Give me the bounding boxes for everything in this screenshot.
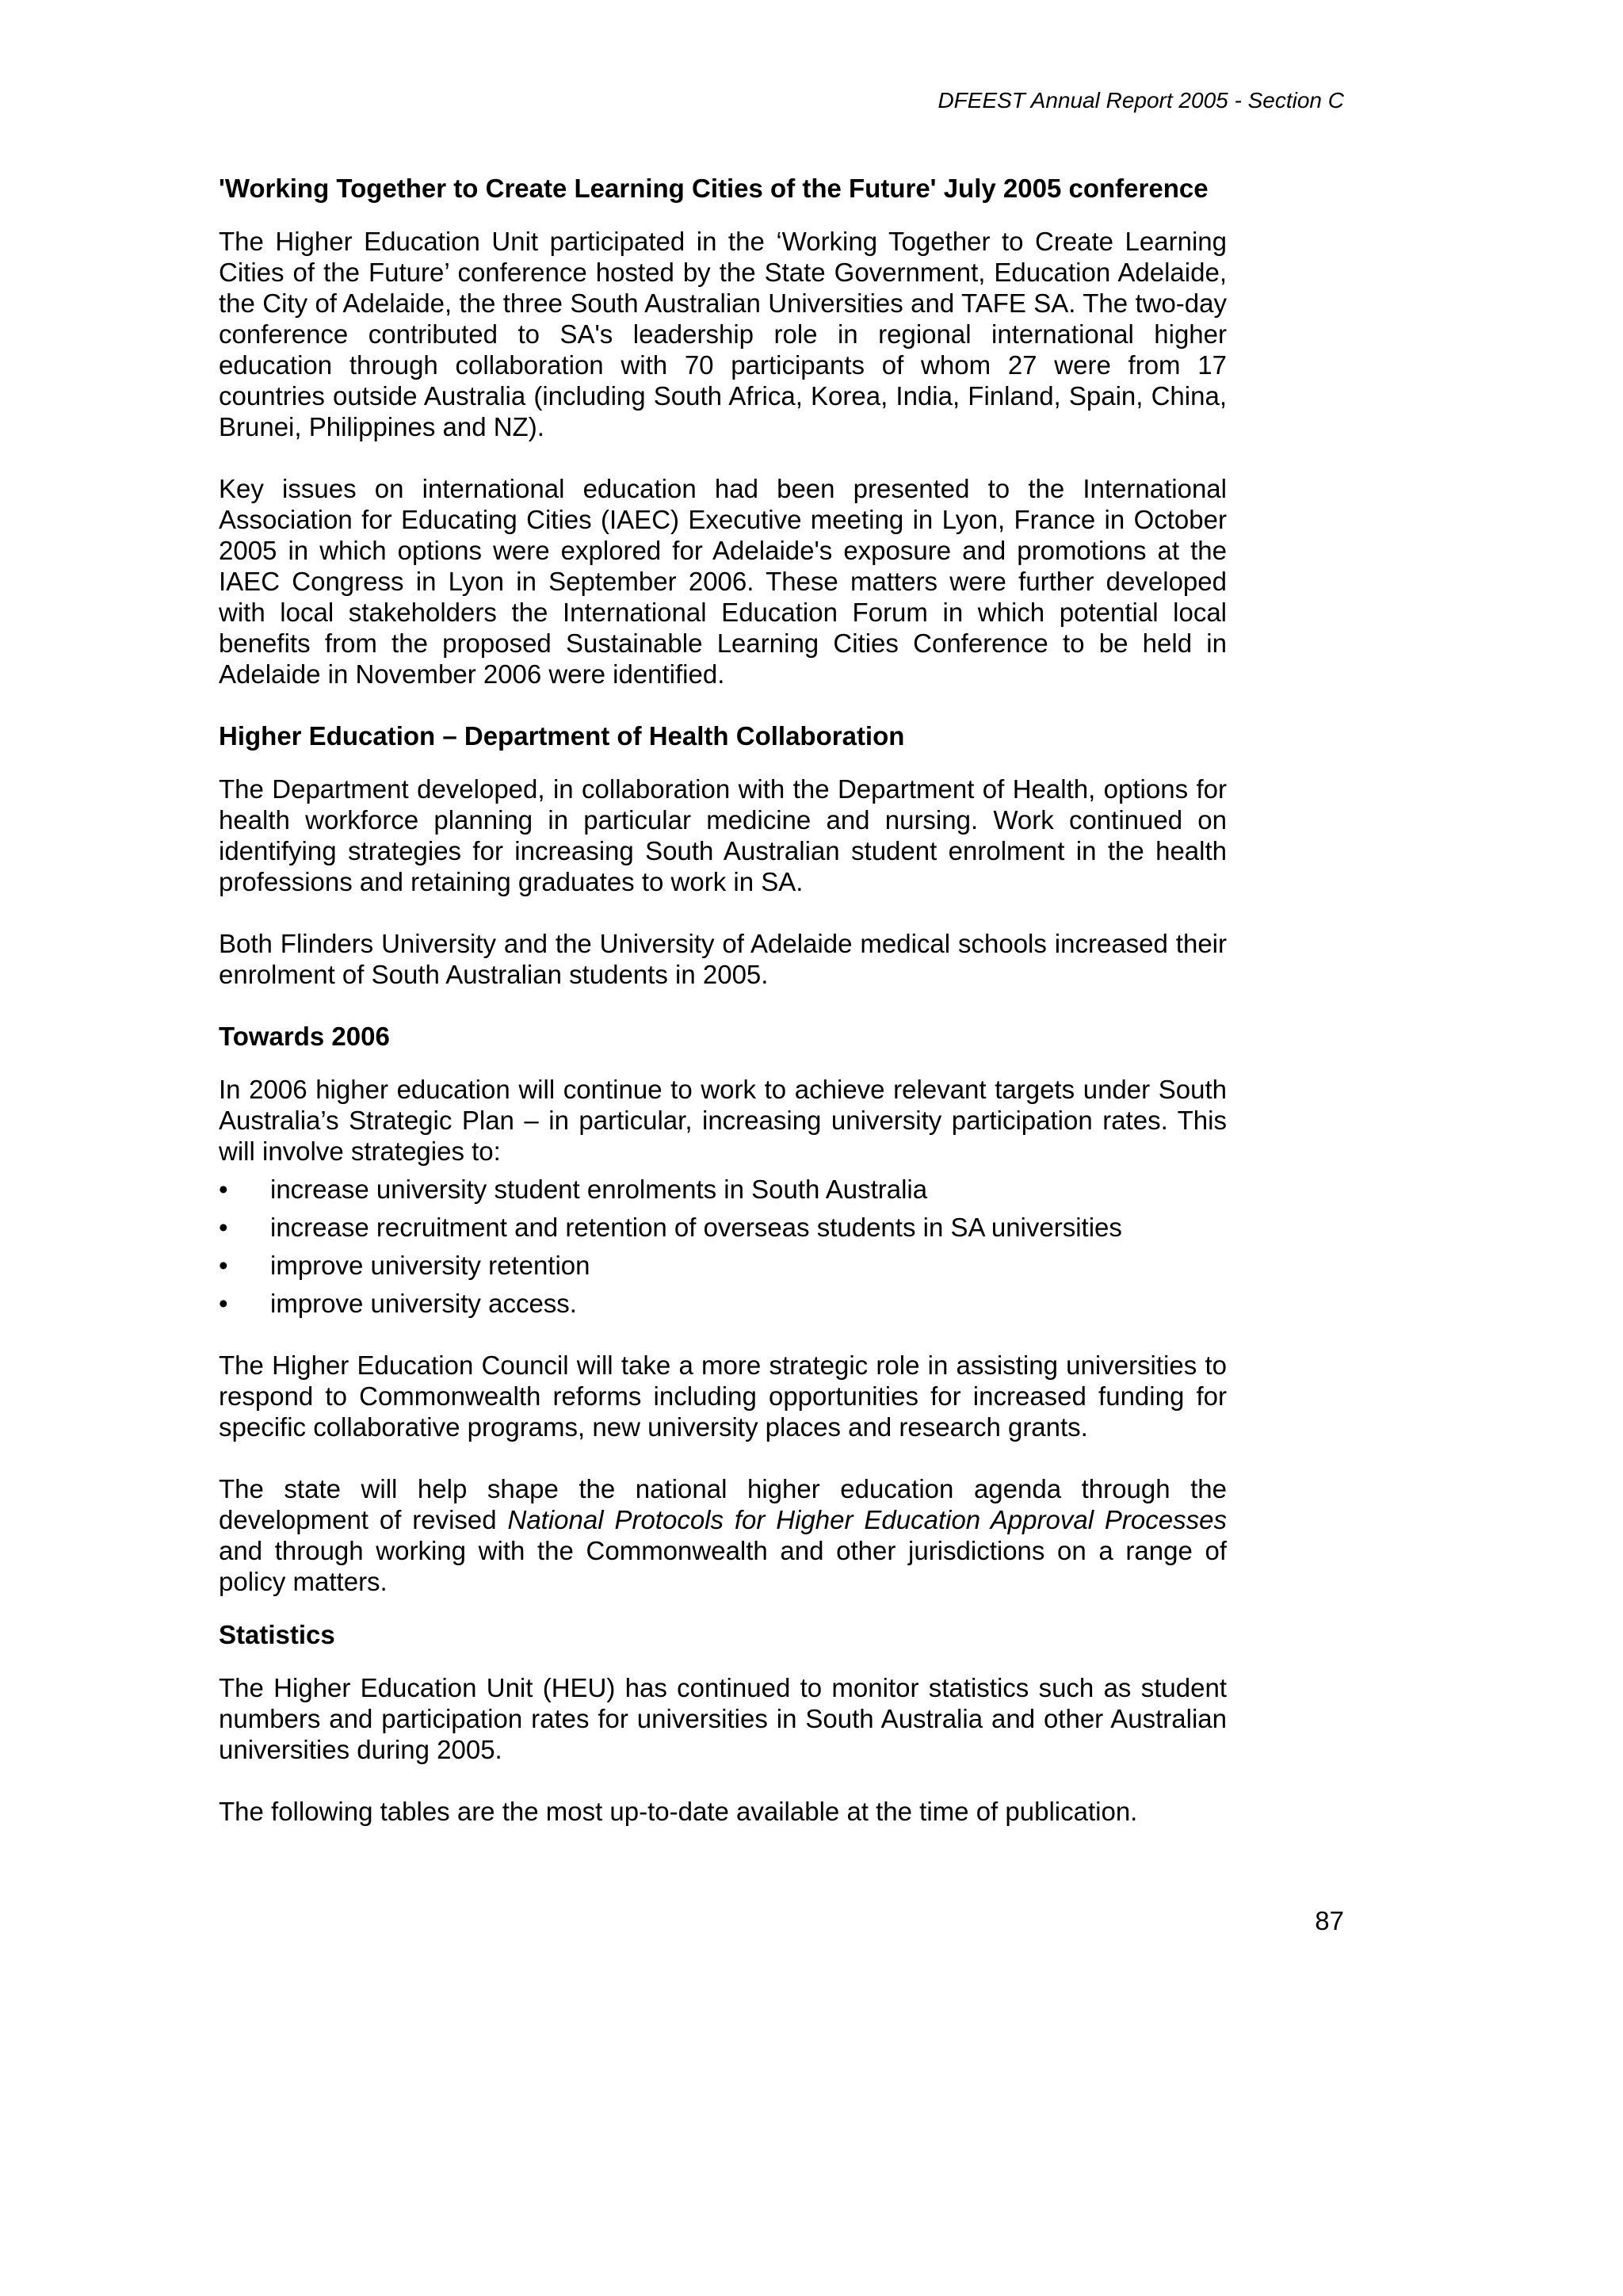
list-item-text: improve university retention bbox=[270, 1251, 590, 1280]
list-item bbox=[219, 1250, 1227, 1281]
section-heading-health-collaboration: Higher Education – Department of Health Collaboration bbox=[219, 721, 905, 751]
paragraph-tables-note: The following tables are the most up-to-date available at the time of publication. bbox=[219, 1797, 1138, 1826]
running-header: DFEEST Annual Report 2005 - Section C bbox=[938, 88, 1344, 113]
section-heading-towards-2006: Towards 2006 bbox=[219, 1022, 390, 1051]
paragraph-health-workforce: The Department developed, in collaboration with the Department of Health, options for health workforce planning in particular medicine and nursing. Work continued on identifying strategies for increasing South Australian student enrolment in the health professions and retaining graduates to work in SA. bbox=[219, 774, 1227, 896]
bullet-icon: • bbox=[219, 1251, 228, 1280]
paragraph-statistics-monitoring: The Higher Education Unit (HEU) has continued to monitor statistics such as student numbers and participation rates for universities in South Australia and other Australian universities during 2005. bbox=[219, 1673, 1227, 1764]
publication-title: National Protocols for Higher Education Approval Processes bbox=[507, 1505, 1227, 1534]
section-heading-statistics: Statistics bbox=[219, 1620, 335, 1649]
paragraph-higher-education-council: The Higher Education Council will take a more strategic role in assisting universities to respond to Commonwealth reforms including opportunities for increased funding for specific collaborative programs, new university places and research grants. bbox=[219, 1350, 1227, 1442]
document-body bbox=[219, 173, 1227, 1827]
strategy-list bbox=[219, 1174, 1227, 1319]
paragraph-conference: The Higher Education Unit participated in the ‘Working Together to Create Learning Cities of the Future’ conference hosted by the State Government, Education Adelaide, the City of Adelaide, the three South Australian Universities and TAFE SA. The two-day conference contributed to SA's leadership role in regional international higher education through collaboration with 70 participants of whom 27 were from 17 countries outside Australia (including South Africa, Korea, India, Finland, Spain, China, Brunei, Philippines and NZ). bbox=[219, 227, 1227, 441]
paragraph-strategic-plan: In 2006 higher education will continue to work to achieve relevant targets under South Australia’s Strategic Plan – in particular, increasing university participation rates. This will involve strategies to: bbox=[219, 1075, 1227, 1166]
section-heading-learning-cities: 'Working Together to Create Learning Cities of the Future' July 2005 conference bbox=[219, 174, 1209, 203]
paragraph-medical-schools: Both Flinders University and the University of Adelaide medical schools increased their enrolment of South Australian students in 2005. bbox=[219, 929, 1227, 989]
list-item bbox=[219, 1288, 1227, 1319]
list-item-text: increase university student enrolments in South Australia bbox=[270, 1175, 928, 1204]
list-item-text: improve university access. bbox=[270, 1289, 577, 1318]
bullet-icon: • bbox=[219, 1289, 228, 1318]
bullet-icon: • bbox=[219, 1175, 228, 1204]
list-item bbox=[219, 1212, 1227, 1243]
paragraph-iaec: Key issues on international education had been presented to the International Association for Educating Cities (IAEC) Executive meeting in Lyon, France in October 2005 in which options were explored for Adelaide's exposure and promotions at the IAEC Congress in Lyon in September 2006. These matters were further developed with local stakeholders the International Education Forum in which potential local benefits from the proposed Sustainable Learning Cities Conference to be held in Adelaide in November 2006 were identified. bbox=[219, 474, 1227, 689]
paragraph-text: The state will help shape the national higher education agenda through the development of revised bbox=[219, 1474, 1227, 1534]
bullet-icon: • bbox=[219, 1213, 228, 1242]
page-number: 87 bbox=[1315, 1906, 1344, 1935]
paragraph-text: and through working with the Commonwealth and other jurisdictions on a range of policy matters. bbox=[219, 1536, 1227, 1596]
list-item bbox=[219, 1174, 1227, 1205]
paragraph-national-protocols bbox=[219, 1473, 1227, 1597]
list-item-text: increase recruitment and retention of overseas students in SA universities bbox=[270, 1213, 1122, 1242]
